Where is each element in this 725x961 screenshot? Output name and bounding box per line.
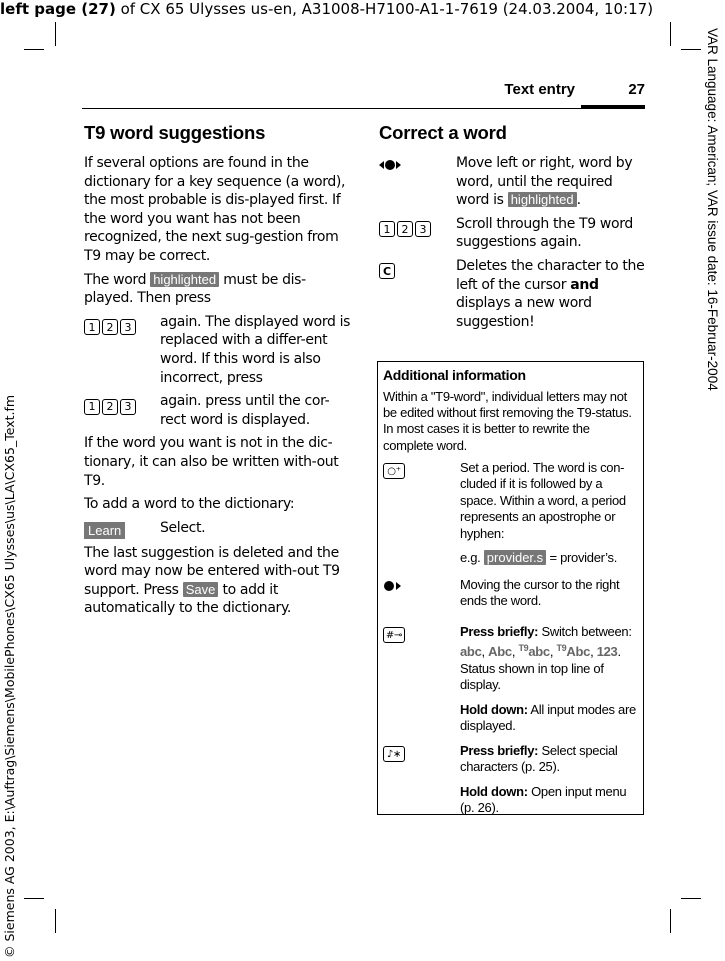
info-row — [383, 460, 639, 567]
hash-key-icon: #⊸ — [383, 627, 405, 643]
text — [460, 784, 639, 817]
section-title: Text entry — [504, 81, 575, 98]
info-title: Additional information — [383, 367, 526, 383]
text: . — [576, 192, 581, 209]
key-3-icon: 3 — [415, 221, 431, 237]
crop-mark — [670, 909, 671, 933]
text: Select special characters (p. 25). — [460, 742, 618, 775]
key-1-icon: 1 — [379, 221, 395, 237]
page-number: 27 — [628, 81, 645, 98]
crop-mark — [670, 22, 671, 46]
highlight-word: provider.s — [484, 550, 546, 565]
text: Press briefly: Switch between: abc, Abc, $^{T9}$abc, $^{T9}$Abc, 123. Status shown in top line of display. — [460, 623, 632, 693]
key-1-icon: 1 — [84, 319, 100, 335]
crop-mark — [55, 22, 56, 46]
key-description: Scroll through the T9 word suggestions again. — [456, 215, 633, 251]
page-header — [82, 80, 645, 109]
nav-right-icon — [383, 579, 401, 593]
text: e.g. — [460, 550, 484, 566]
text: Status shown in top line of display. — [460, 660, 604, 693]
info-description — [460, 460, 639, 567]
heading-t9-suggestions: T9 word suggestions — [84, 122, 266, 143]
info-row — [383, 743, 639, 817]
info-key — [383, 577, 460, 610]
softkey — [84, 519, 160, 539]
text: to add it automatically to the dictionary. — [84, 581, 291, 617]
key-description: again. The displayed word is replaced with a differ-ent word. If this word is also incorrect, press — [160, 313, 351, 386]
save-softkey: Save — [183, 582, 219, 597]
zero-plus-key-icon: ○⁺ — [383, 463, 405, 479]
text — [460, 702, 639, 735]
key-description — [456, 154, 645, 210]
t9-label: T9 — [518, 643, 529, 654]
info-description — [460, 624, 639, 735]
key-3-icon: 3 — [120, 399, 136, 415]
crop-mark — [681, 49, 701, 50]
bold-text: Hold down: — [460, 701, 528, 717]
info-row — [383, 577, 639, 610]
nav-key — [379, 154, 456, 210]
nav-left-right-icon — [379, 158, 401, 172]
header-tab-bar — [581, 105, 645, 109]
mode-label: abc — [528, 644, 550, 660]
info-key — [383, 460, 460, 567]
text: must be dis-played. Then press — [84, 271, 306, 307]
key-group-1-2-3 — [379, 215, 456, 252]
bold-text: Hold down: — [460, 783, 528, 799]
paragraph: To add a word to the dictionary: — [84, 496, 295, 513]
key-2-icon: 2 — [102, 399, 118, 415]
text: All input modes are displayed. — [460, 701, 636, 734]
info-key — [383, 743, 460, 817]
key-1-icon: 1 — [84, 399, 100, 415]
highlight-word: highlighted — [508, 192, 577, 207]
topline-file-info: of CX 65 Ulysses us-en, A31008-H7100-A1-1-7619 (24.03.2004, 10:17) — [115, 0, 654, 18]
bold-text: Press briefly: — [460, 623, 539, 639]
text: Switch between: — [538, 623, 632, 639]
print-topline — [0, 0, 653, 18]
info-description: Moving the cursor to the right ends the word. — [460, 576, 620, 609]
bold-text: and — [570, 276, 599, 293]
crop-mark — [24, 898, 44, 899]
info-intro: Within a "T9-word", individual letters may not be edited without first removing the T9-status. In most cases it is better to rewrite the complete word. — [383, 389, 632, 453]
crop-mark — [681, 898, 701, 899]
bold-text: Press briefly: — [460, 742, 539, 758]
text: = provider’s. — [546, 550, 618, 566]
text: Open input menu (p. 26). — [460, 783, 627, 816]
info-description — [460, 743, 639, 817]
key-row — [379, 154, 645, 210]
paragraph: If the word you want is not in the dic-tionary, it can also be written with-out T9. — [84, 435, 339, 489]
key-3-icon: 3 — [120, 319, 136, 335]
key-2-icon: 2 — [102, 319, 118, 335]
clear-key — [379, 257, 456, 331]
key-description — [456, 257, 645, 331]
learn-softkey: Learn — [84, 522, 125, 539]
text: displays a new word suggestion! — [456, 295, 592, 330]
mode-label: Abc — [566, 644, 591, 660]
key-group-1-2-3 — [84, 392, 160, 429]
key-description: Select. — [160, 519, 206, 536]
key-row — [84, 519, 352, 539]
example — [460, 550, 639, 567]
left-column — [84, 122, 352, 623]
text: Move left or right, word by word, until the required word is — [456, 155, 633, 209]
text — [460, 743, 639, 776]
t9-label: T9 — [556, 643, 567, 654]
highlight-word: highlighted — [150, 272, 219, 287]
crop-mark — [24, 49, 44, 50]
mode-label: Abc — [488, 644, 512, 660]
paragraph — [84, 544, 352, 618]
key-row — [84, 313, 352, 387]
paragraph: If several options are found in the dictionary for a key sequence (a word), the most probable is dis-played first. If the word you want has not been recognized, the next sug-gestion from T9 may be correct. — [84, 155, 346, 264]
clear-key-icon: C — [379, 263, 395, 279]
text: Set a period. The word is con-cluded if it is followed by a space. Within a word, a period represents an apostrophe or hyphen: — [460, 459, 626, 541]
additional-info-box — [377, 361, 644, 815]
text: The last suggestion is deleted and the word may now be entered with-out T9 support. Press — [84, 544, 340, 598]
paragraph — [84, 271, 352, 308]
text: Deletes the character to the left of the cursor — [456, 257, 645, 293]
info-row — [383, 624, 639, 735]
key-group-1-2-3 — [84, 313, 160, 387]
key-row — [84, 392, 352, 429]
star-key-icon: ♪∗ — [383, 746, 405, 762]
key-description: again. press until the cor-rect word is displayed. — [160, 393, 330, 428]
mode-label: 123 — [596, 644, 618, 660]
key-2-icon: 2 — [397, 221, 413, 237]
right-column — [379, 122, 645, 336]
heading-correct-word: Correct a word — [379, 122, 507, 143]
text: The word — [84, 271, 151, 288]
side-label-right: VAR Language: American; VAR issue date: 16-Februar-2004 — [705, 28, 720, 391]
topline-page-ref: left page (27) — [0, 0, 116, 18]
side-label-left: © Siemens AG 2003, E:\Auftrag\Siemens\MobilePhones\CX65 Ulysses\us\LA\CX65_Text.fm — [2, 394, 17, 958]
key-row — [379, 257, 645, 331]
crop-mark — [55, 909, 56, 933]
mode-label: abc — [460, 644, 482, 660]
info-key — [383, 624, 460, 735]
key-row — [379, 215, 645, 252]
